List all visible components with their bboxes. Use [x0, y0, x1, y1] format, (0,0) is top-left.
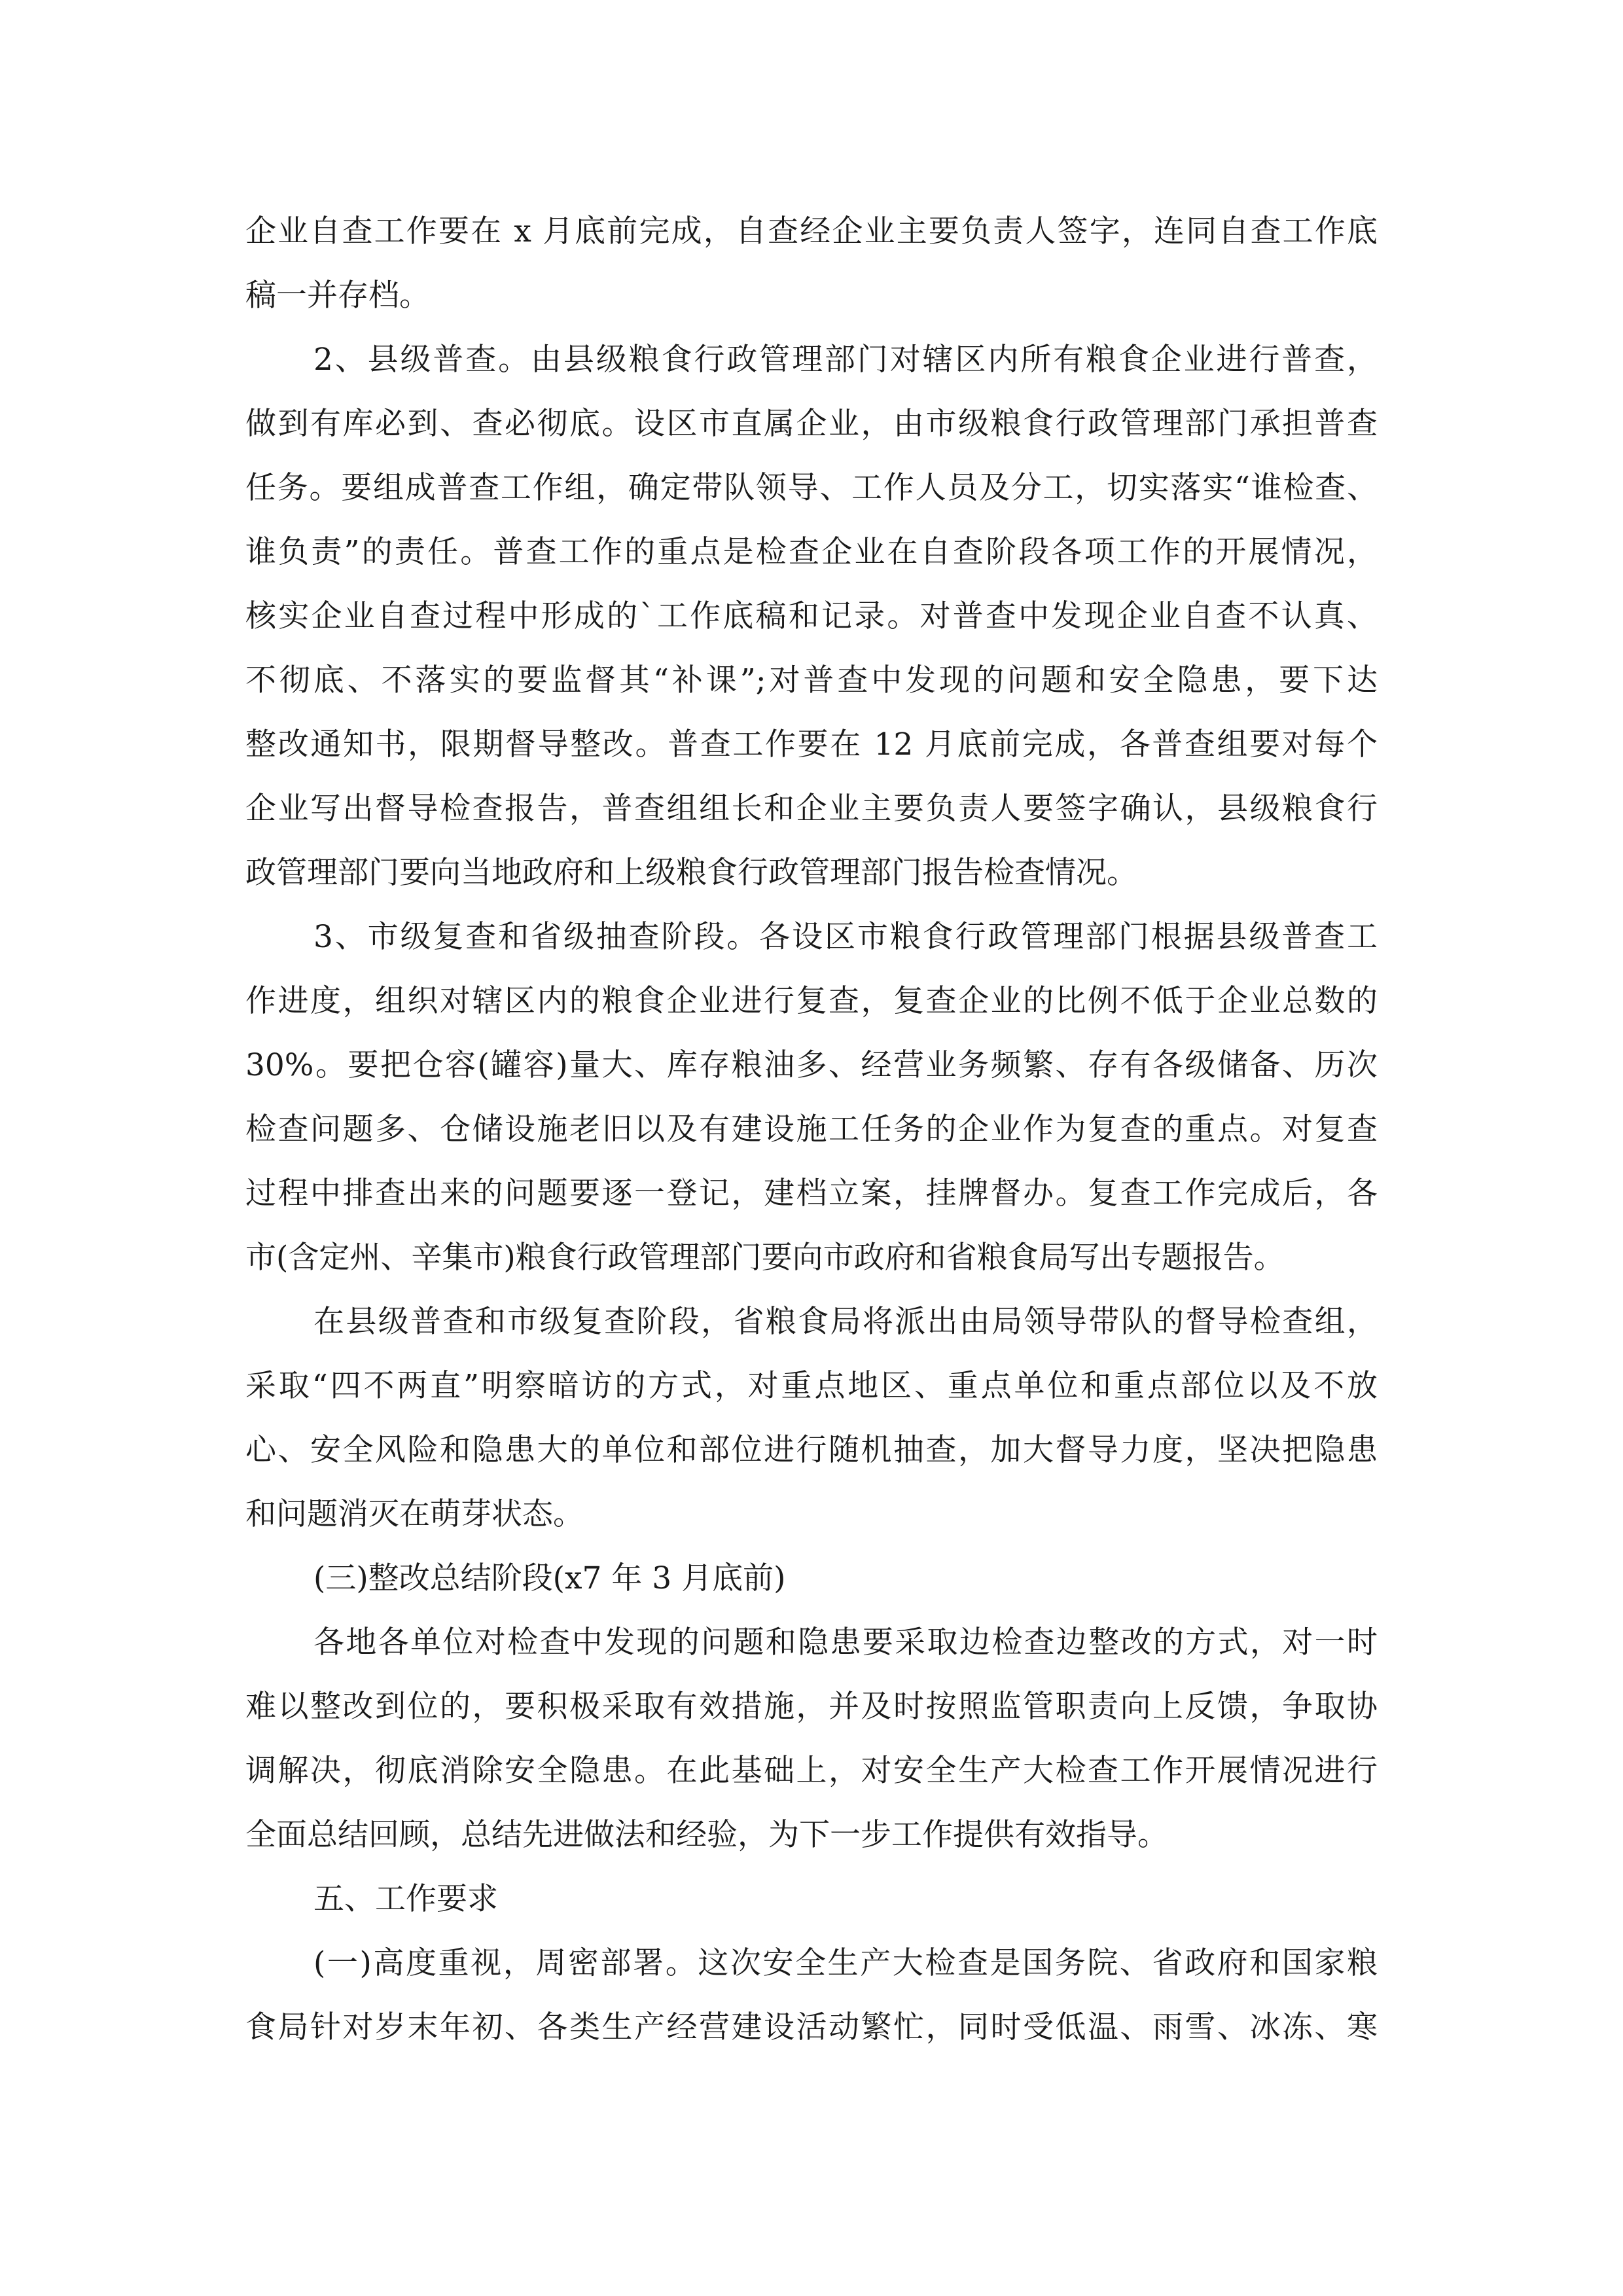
- text-line: 3、市级复查和省级抽查阶段。各设区市粮食行政管理部门根据县级普查工: [313, 919, 1378, 955]
- text-line: 政管理部门要向当地政府和上级粮食行政管理部门报告检查情况。: [245, 855, 1137, 891]
- text-line: 企业写出督导检查报告，普查组组长和企业主要负责人要签字确认，县级粮食行: [245, 791, 1378, 827]
- text-line: 在县级普查和市级复查阶段，省粮食局将派出由局领导带队的督导检查组，: [313, 1304, 1378, 1340]
- text-line: 作进度，组织对辖区内的粮食企业进行复查，复查企业的比例不低于企业总数的: [245, 983, 1378, 1019]
- text-line: 五、工作要求: [313, 1881, 498, 1917]
- text-line: 难以整改到位的，要积极采取有效措施，并及时按照监管职责向上反馈，争取协: [245, 1689, 1378, 1725]
- text-line: 30%。要把仓容(罐容)量大、库存粮油多、经营业务频繁、存有各级储备、历次: [245, 1047, 1378, 1083]
- text-line: (三)整改总结阶段(x7 年 3 月底前): [313, 1560, 786, 1596]
- text-line: 检查问题多、仓储设施老旧以及有建设施工任务的企业作为复查的重点。对复查: [245, 1111, 1378, 1147]
- text-line: 采取“四不两直”明察暗访的方式，对重点地区、重点单位和重点部位以及不放: [245, 1368, 1378, 1404]
- text-line: 和问题消灭在萌芽状态。: [245, 1496, 584, 1532]
- document-body: [245, 200, 1378, 2060]
- text-line: 稿一并存档。: [245, 278, 430, 314]
- text-line: 全面总结回顾，总结先进做法和经验，为下一步工作提供有效指导。: [245, 1817, 1168, 1853]
- text-line: 整改通知书，限期督导整改。普查工作要在 12 月底前完成，各普查组要对每个: [245, 726, 1378, 762]
- text-line: 做到有库必到、查必彻底。设区市直属企业，由市级粮食行政管理部门承担普查: [245, 406, 1378, 442]
- text-line: 市(含定州、辛集市)粮食行政管理部门要向市政府和省粮食局写出专题报告。: [245, 1240, 1285, 1276]
- text-line: (一)高度重视，周密部署。这次安全生产大检查是国务院、省政府和国家粮: [313, 1945, 1378, 1981]
- text-line: 谁负责”的责任。普查工作的重点是检查企业在自查阶段各项工作的开展情况，: [245, 534, 1378, 570]
- text-line: 心、安全风险和隐患大的单位和部位进行随机抽查，加大督导力度，坚决把隐患: [245, 1432, 1378, 1468]
- text-line: 企业自查工作要在 x 月底前完成，自查经企业主要负责人签字，连同自查工作底: [245, 213, 1378, 249]
- text-line: 各地各单位对检查中发现的问题和隐患要采取边检查边整改的方式，对一时: [313, 1624, 1378, 1660]
- text-line: 调解决，彻底消除安全隐患。在此基础上，对安全生产大检查工作开展情况进行: [245, 1753, 1378, 1789]
- text-line: 不彻底、不落实的要监督其“补课”;对普查中发现的问题和安全隐患，要下达: [245, 662, 1378, 698]
- text-line: 过程中排查出来的问题要逐一登记，建档立案，挂牌督办。复查工作完成后，各: [245, 1175, 1378, 1211]
- text-line: 2、县级普查。由县级粮食行政管理部门对辖区内所有粮食企业进行普查，: [313, 342, 1378, 378]
- text-line: 食局针对岁末年初、各类生产经营建设活动繁忙，同时受低温、雨雪、冰冻、寒: [245, 2009, 1378, 2045]
- text-line: 核实企业自查过程中形成的`工作底稿和记录。对普查中发现企业自查不认真、: [245, 598, 1378, 634]
- text-line: 任务。要组成普查工作组，确定带队领导、工作人员及分工，切实落实“谁检查、: [245, 470, 1378, 506]
